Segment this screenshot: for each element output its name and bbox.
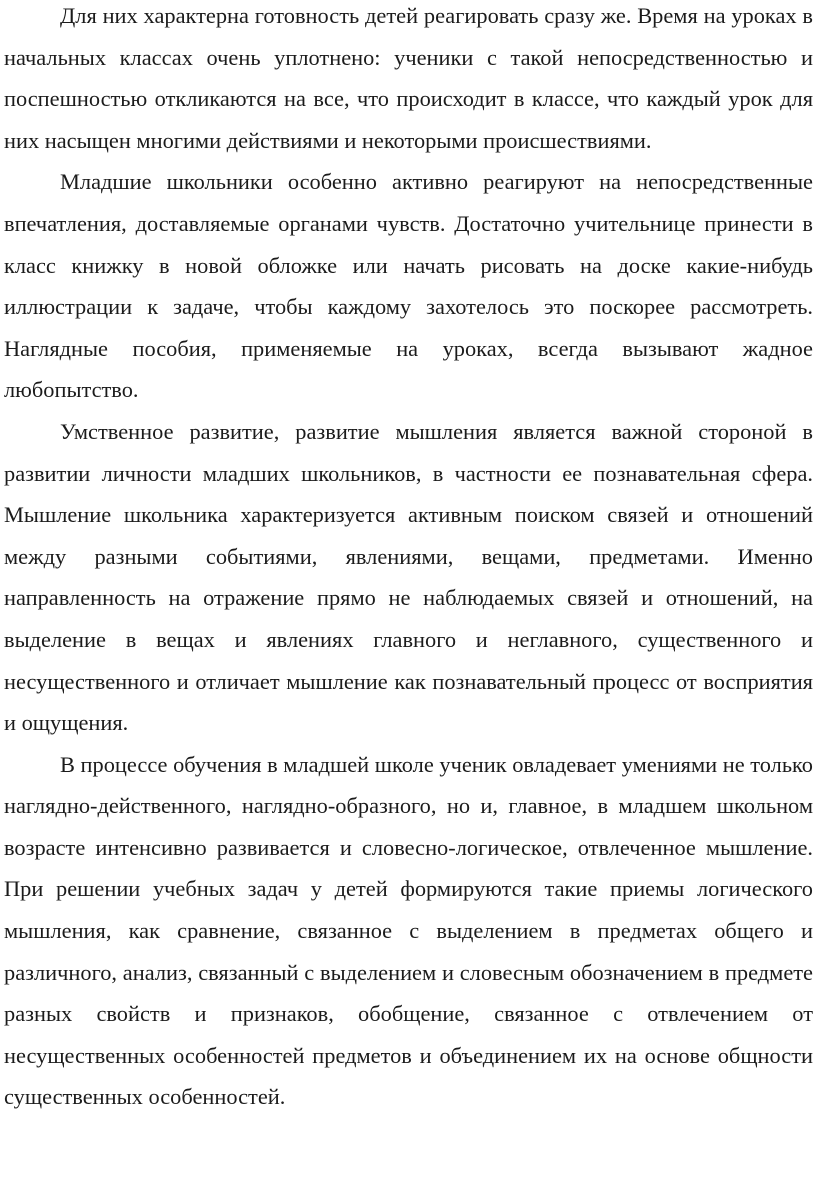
paragraph-mental-development: Умственное развитие, развитие мышления является важной стороной в развитии личности младших школьников, в частности ее познавательная сфера. Мышление школьника характеризуется активным поиском связей и отношений между разными событиями, явлениями, вещами, предметами. Именно направленность на отражение прямо не наблюдаемых связей и отношений, на выделение в вещах и явлениях главного и неглавного, существенного и несущественного и отличает мышление как познавательный процесс от восприятия и ощущения. bbox=[4, 418, 813, 736]
paragraph-direct-impressions: Младшие школьники особенно активно реагируют на непосредственные впечатления, доставляемые органами чувств. Достаточно учительнице принести в класс книжку в новой обложке или начать рисовать на доске какие-нибудь иллюстрации к задаче, чтобы каждому захотелось это поскорее рассмотреть. Наглядные пособия, применяемые на уроках, всегда вызывают жадное любопытство. bbox=[4, 169, 813, 403]
paragraph-reaction-readiness: Для них характерна готовность детей реагировать сразу же. Время на уроках в начальных классах очень уплотнено: ученики с такой непосредственностью и поспешностью откликаются на все, что происходит в классе, что каждый урок для них насыщен многими действиями и некоторыми происшествиями. bbox=[4, 3, 813, 153]
paragraph-logical-thinking: В процессе обучения в младшей школе ученик овладевает умениями не только наглядно-действенного, наглядно-образного, но и, главное, в младшем школьном возрасте интенсивно развивается и словесно-логическое, отвлеченное мышление. При решении учебных задач у детей формируются такие приемы логического мышления, как сравнение, связанное с выделением в предметах общего и различного, анализ, связанный с выделением и словесным обозначением в предмете разных свойств и признаков, обобщение, связанное с отвлечением от несущественных особенностей предметов и объединением их на основе общности существенных особенностей. bbox=[4, 751, 813, 1110]
